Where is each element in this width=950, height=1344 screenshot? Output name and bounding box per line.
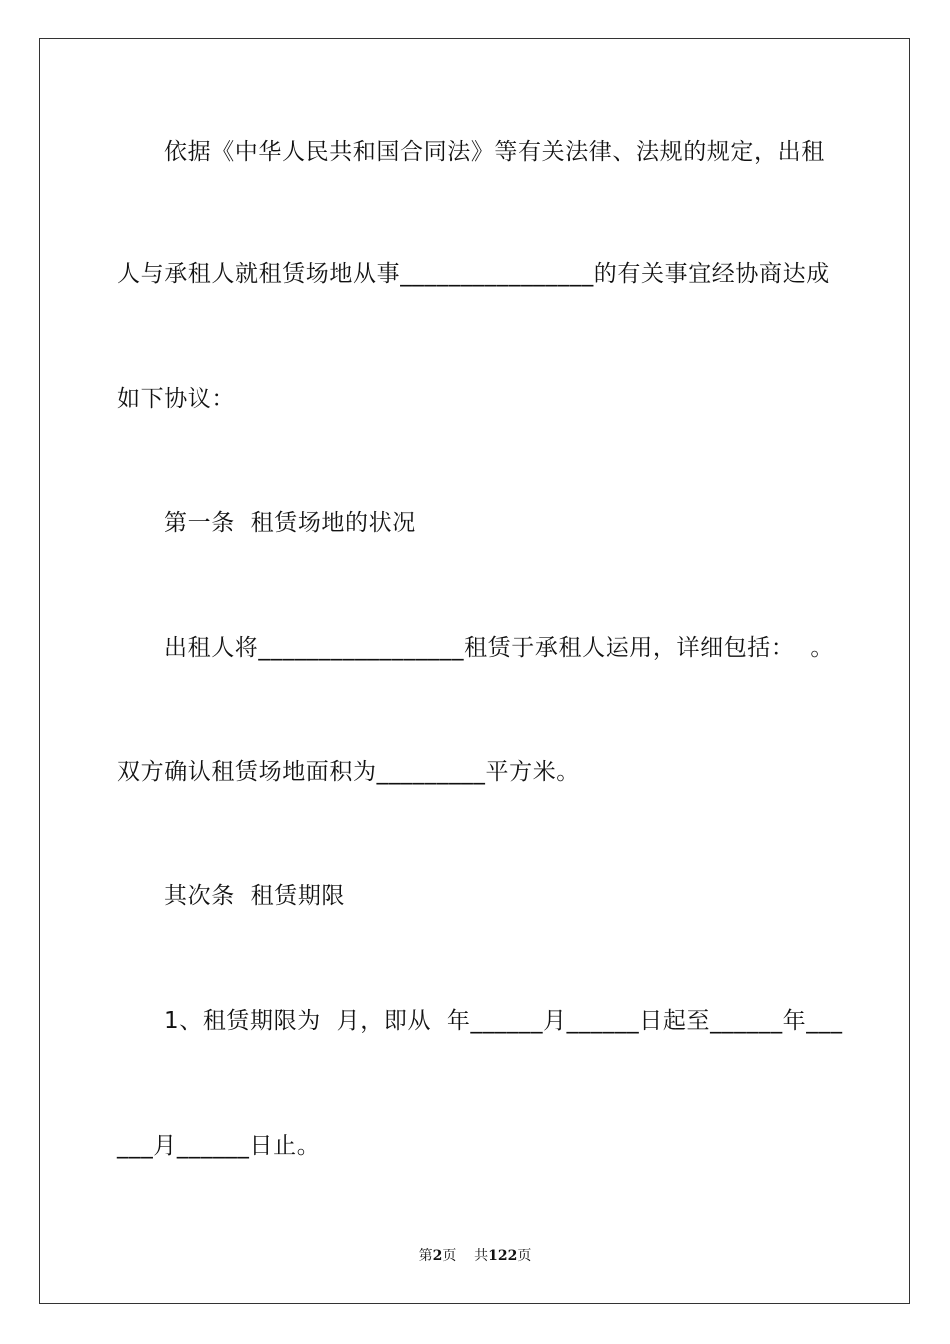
article-1-line-1: 出租人将_________________租赁于承租人运用，详细包括： 。 — [164, 635, 834, 661]
page-footer — [0, 1247, 950, 1265]
footer-page-number: 2 — [432, 1248, 443, 1264]
article-1-heading: 第一条 租赁场地的状况 — [164, 510, 416, 536]
footer-total-pages: 122 — [488, 1248, 518, 1264]
article-2-clause-1-line-2: ___月______日止。 — [117, 1133, 321, 1159]
page-frame — [39, 38, 910, 1304]
article-2-clause-1-line-1: 1、租赁期限为 月，即从 年______月______日起至______年___ — [164, 1008, 843, 1034]
footer-suffix: 页 — [517, 1248, 532, 1264]
article-2-heading: 其次条 租赁期限 — [164, 883, 346, 909]
footer-prefix: 第 — [418, 1248, 433, 1264]
paragraph-intro-line-2: 人与承租人就租赁场地从事________________的有关事宜经协商达成 — [117, 261, 830, 287]
paragraph-intro-line-3: 如下协议： — [117, 386, 235, 412]
paragraph-intro-line-1: 依据《中华人民共和国合同法》等有关法律、法规的规定，出租 — [164, 139, 825, 165]
article-1-line-2: 双方确认租赁场地面积为_________平方米。 — [117, 759, 580, 785]
footer-middle: 页 共 — [442, 1248, 489, 1264]
